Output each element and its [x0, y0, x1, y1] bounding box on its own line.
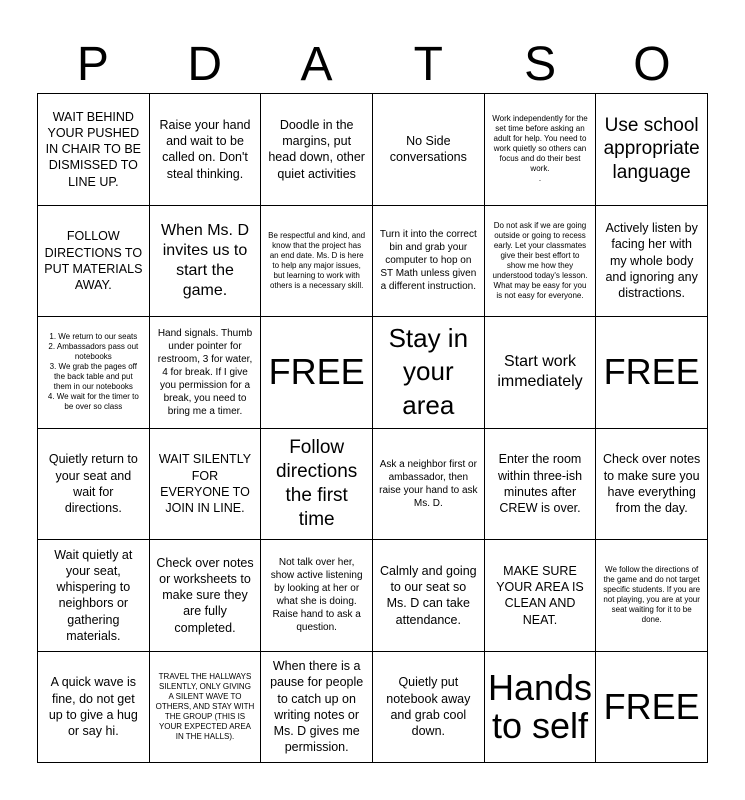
- header-letter-d: D: [187, 38, 223, 91]
- bingo-cell[interactable]: Check over notes to make sure you have everything from the day.: [596, 429, 708, 541]
- bingo-cell[interactable]: WAIT SILENTLY FOR EVERYONE TO JOIN IN LINE.: [150, 429, 262, 541]
- bingo-cell[interactable]: When Ms. D invites us to start the game.: [150, 206, 262, 318]
- bingo-cell[interactable]: MAKE SURE YOUR AREA IS CLEAN AND NEAT.: [485, 540, 597, 652]
- bingo-cell[interactable]: No Side conversations: [373, 94, 485, 206]
- bingo-cell[interactable]: We follow the directions of the game and do not target specific students. If you are not playing, you are at your seat waiting for it to be done.: [596, 540, 708, 652]
- bingo-cell[interactable]: Use school appropriate language: [596, 94, 708, 206]
- bingo-cell[interactable]: Quietly return to your seat and wait for directions.: [38, 429, 150, 541]
- bingo-free-cell[interactable]: FREE: [261, 317, 373, 429]
- header-letter-s: S: [524, 38, 557, 91]
- header-letter-p: P: [76, 38, 109, 91]
- bingo-cell[interactable]: Hand signals. Thumb under pointer for restroom, 3 for water, 4 for break. If I give you permission for a break, you need to bring me a timer.: [150, 317, 262, 429]
- bingo-cell[interactable]: Follow directions the first time: [261, 429, 373, 541]
- header-letter-a: A: [300, 38, 333, 91]
- bingo-cell[interactable]: Ask a neighbor first or ambassador, then raise your hand to ask Ms. D.: [373, 429, 485, 541]
- bingo-header: [37, 38, 708, 92]
- bingo-cell[interactable]: Work independently for the set time before asking an adult for help. You need to work quietly so others can focus and do their best work. .: [485, 94, 597, 206]
- bingo-cell[interactable]: Actively listen by facing her with my whole body and ignoring any distractions.: [596, 206, 708, 318]
- bingo-free-cell[interactable]: FREE: [596, 317, 708, 429]
- bingo-cell[interactable]: Doodle in the margins, put head down, other quiet activities: [261, 94, 373, 206]
- bingo-cell[interactable]: TRAVEL THE HALLWAYS SILENTLY, ONLY GIVING A SILENT WAVE TO OTHERS, AND STAY WITH THE GROUP (THIS IS YOUR EXPECTED AREA IN THE HALLS).: [150, 652, 262, 764]
- bingo-cell[interactable]: 1. We return to our seats 2. Ambassadors pass out notebooks 3. We grab the pages off the back table and put them in our notebooks 4. We wait for the timer to be over so class: [38, 317, 150, 429]
- bingo-cell[interactable]: Wait quietly at your seat, whispering to neighbors or gathering materials.: [38, 540, 150, 652]
- bingo-cell[interactable]: Be respectful and kind, and know that the project has an end date. Ms. D is here to help any major issues, but learning to work with others is a necessary skill.: [261, 206, 373, 318]
- header-letter-t: T: [413, 38, 443, 91]
- bingo-cell[interactable]: Start work immediately: [485, 317, 597, 429]
- bingo-cell[interactable]: Check over notes or worksheets to make sure they are fully completed.: [150, 540, 262, 652]
- bingo-cell[interactable]: Stay in your area: [373, 317, 485, 429]
- bingo-cell[interactable]: A quick wave is fine, do not get up to give a hug or say hi.: [38, 652, 150, 764]
- bingo-cell[interactable]: Raise your hand and wait to be called on. Don't steal thinking.: [150, 94, 262, 206]
- bingo-cell[interactable]: WAIT BEHIND YOUR PUSHED IN CHAIR TO BE DISMISSED TO LINE UP.: [38, 94, 150, 206]
- bingo-cell[interactable]: Quietly put notebook away and grab cool down.: [373, 652, 485, 764]
- bingo-free-cell[interactable]: FREE: [596, 652, 708, 764]
- bingo-cell[interactable]: Enter the room within three-ish minutes after CREW is over.: [485, 429, 597, 541]
- bingo-cell[interactable]: Turn it into the correct bin and grab your computer to hop on ST Math unless given a different instruction.: [373, 206, 485, 318]
- bingo-cell[interactable]: When there is a pause for people to catch up on writing notes or Ms. D gives me permission.: [261, 652, 373, 764]
- bingo-cell[interactable]: Do not ask if we are going outside or going to recess early. Let your classmates give their best effort to show me how they understood today's lesson. What may be easy for you is not easy for everyone.: [485, 206, 597, 318]
- bingo-cell[interactable]: FOLLOW DIRECTIONS TO PUT MATERIALS AWAY.: [38, 206, 150, 318]
- bingo-cell[interactable]: Hands to self: [485, 652, 597, 764]
- bingo-cell[interactable]: Calmly and going to our seat so Ms. D can take attendance.: [373, 540, 485, 652]
- bingo-cell[interactable]: Not talk over her, show active listening by looking at her or what she is doing. Raise hand to ask a question.: [261, 540, 373, 652]
- bingo-grid: [37, 93, 708, 763]
- header-letter-o: O: [633, 38, 671, 91]
